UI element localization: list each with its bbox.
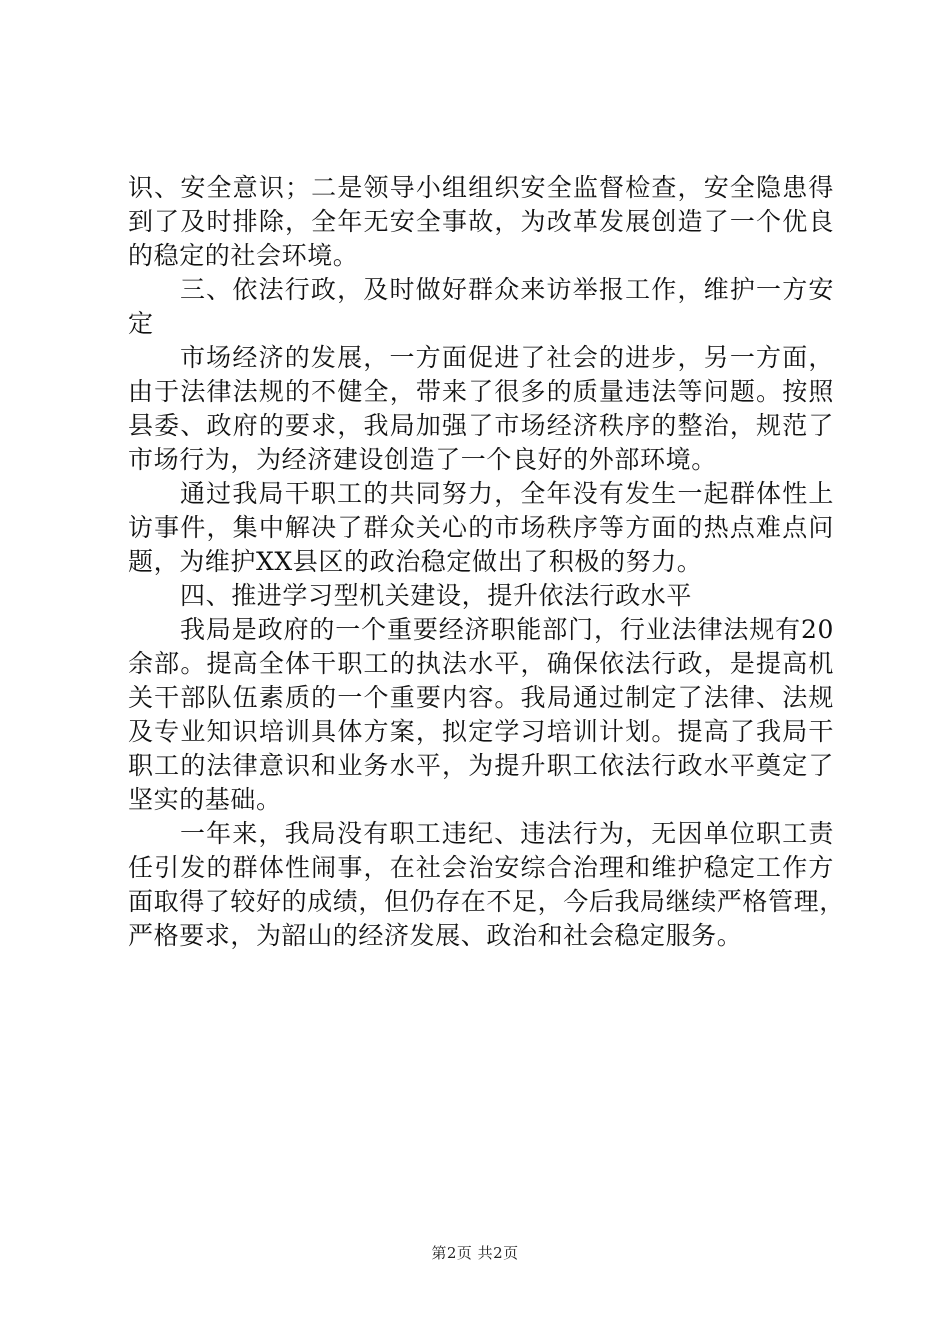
text-line: 定 [128,309,154,338]
text-line: 县委、政府的要求，我局加强了市场经济秩序的整治，规范了 [128,411,834,440]
text-line: 关干部队伍素质的一个重要内容。我局通过制定了法律、法规 [128,683,834,712]
text-line: 的稳定的社会环境。 [128,241,359,270]
text-line: 识、安全意识；二是领导小组组织安全监督检查，安全隐患得 [128,173,834,202]
text-line: 一年来，我局没有职工违纪、违法行为，无因单位职工责 [180,819,834,848]
text-line: 通过我局干职工的共同努力，全年没有发生一起群体性上 [180,479,834,508]
text-line: 及专业知识培训具体方案，拟定学习培训计划。提高了我局干 [128,717,834,746]
text-line: 面取得了较好的成绩，但仍存在不足，今后我局继续严格管理， [128,887,845,916]
page-number-label: 第2页 共2页 [431,1244,519,1262]
text-line: 任引发的群体性闹事，在社会治安综合治理和维护稳定工作方 [128,853,834,882]
text-line: 访事件，集中解决了群众关心的市场秩序等方面的热点难点问 [128,513,834,542]
text-line: 由于法律法规的不健全，带来了很多的质量违法等问题。按照 [128,377,834,406]
text-line: 严格要求，为韶山的经济发展、政治和社会稳定服务。 [128,921,743,950]
text-line: 四、推进学习型机关建设，提升依法行政水平 [180,581,693,610]
text-line: 市场行为，为经济建设创造了一个良好的外部环境。 [128,445,717,474]
text-line: 余部。提高全体干职工的执法水平，确保依法行政，是提高机 [128,649,834,678]
text-line: 我局是政府的一个重要经济职能部门，行业法律法规有20 [180,615,834,644]
text-line: 市场经济的发展，一方面促进了社会的进步，另一方面， [180,343,834,372]
text-line: 坚实的基础。 [128,785,282,814]
text-line: 三、依法行政，及时做好群众来访举报工作，维护一方安 [180,275,834,304]
text-line: 职工的法律意识和业务水平，为提升职工依法行政水平奠定了 [128,751,834,780]
page-footer [0,1243,950,1263]
text-line: 到了及时排除，全年无安全事故，为改革发展创造了一个优良 [128,207,834,236]
document-body [128,171,845,953]
text-line: 题，为维护XX县区的政治稳定做出了积极的努力。 [128,547,703,576]
